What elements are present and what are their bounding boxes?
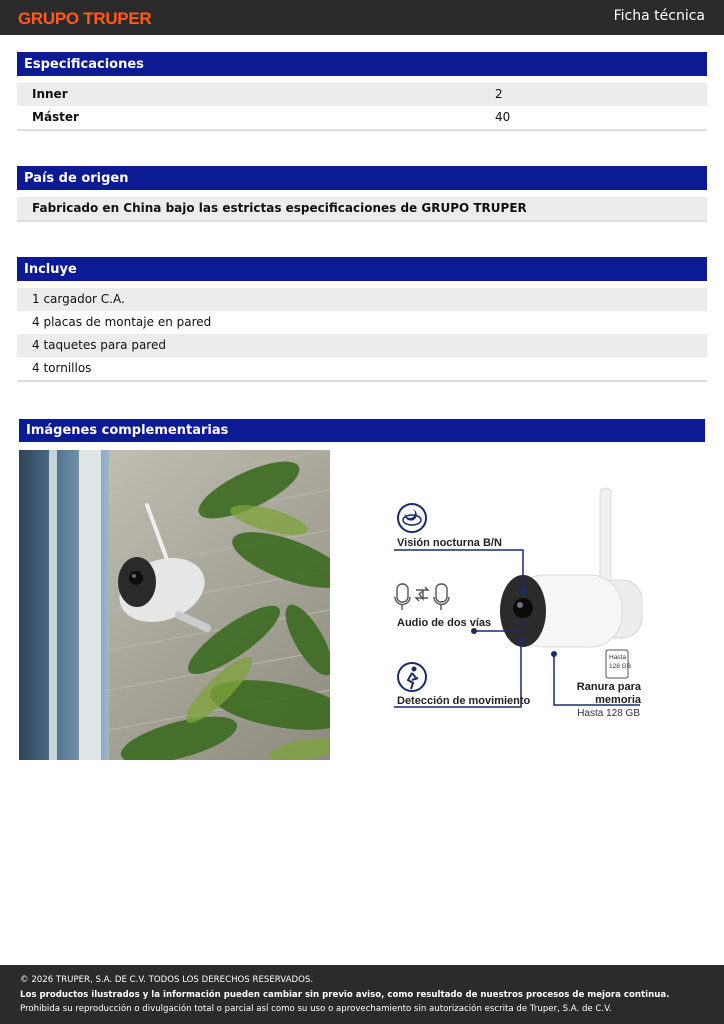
section-header-incluye: Incluye bbox=[17, 257, 707, 281]
spec-label: Máster bbox=[32, 110, 79, 124]
two-way-audio-label: Audio de dos vías bbox=[397, 617, 492, 629]
list-item: 4 tornillos bbox=[17, 357, 707, 382]
list-item: 1 cargador C.A. bbox=[17, 288, 707, 311]
brand-logo: GRUPO TRUPER bbox=[18, 9, 152, 28]
list-item: 4 taquetes para pared bbox=[17, 334, 707, 357]
footer bbox=[0, 965, 724, 1024]
night-vision-icon bbox=[398, 504, 426, 532]
origin-text: Fabricado en China bajo las estrictas especificaciones de GRUPO TRUPER bbox=[17, 197, 707, 222]
section-header-especificaciones: Especificaciones bbox=[17, 52, 707, 76]
spec-label: Inner bbox=[32, 87, 68, 101]
memory-slot-sublabel: Hasta 128 GB bbox=[577, 708, 640, 719]
night-vision-label: Visión nocturna B/N bbox=[397, 537, 502, 549]
two-way-audio-icon bbox=[395, 584, 449, 610]
memory-slot-label-line1: Ranura para bbox=[576, 681, 641, 693]
footer-prohibition: Prohibida su reproducción o divulgación total o parcial así como su uso o aprovechamiento sin autorización escrita de Truper, S.A. de C.V. bbox=[20, 1004, 612, 1014]
feature-diagram bbox=[390, 480, 660, 730]
motion-detection-label: Detección de movimiento bbox=[397, 695, 531, 707]
section-header-imagenes: Imágenes complementarias bbox=[19, 419, 705, 442]
footer-copyright: © 2026 TRUPER, S.A. DE C.V. TODOS LOS DERECHOS RESERVADOS. bbox=[20, 975, 314, 985]
spec-value: 2 bbox=[495, 87, 503, 101]
top-bar bbox=[0, 0, 724, 35]
list-item: 4 placas de montaje en pared bbox=[32, 315, 212, 329]
motion-detection-icon bbox=[398, 663, 426, 691]
sd-card-text-line2: 128 GB bbox=[609, 663, 632, 670]
footer-notice: Los productos ilustrados y la información pueden cambiar sin previo aviso, como resultado de nuestros procesos de mejora continua. bbox=[20, 990, 670, 1000]
product-photo bbox=[19, 450, 330, 760]
sd-card-text-line1: Hasta bbox=[609, 654, 626, 661]
section-header-origen: País de origen bbox=[17, 166, 707, 190]
memory-slot-label-line2: memoria bbox=[595, 694, 641, 706]
spec-row-master bbox=[17, 106, 707, 131]
spec-value: 40 bbox=[495, 110, 511, 124]
document-type: Ficha técnica bbox=[613, 8, 705, 24]
spec-row-inner bbox=[17, 83, 707, 106]
